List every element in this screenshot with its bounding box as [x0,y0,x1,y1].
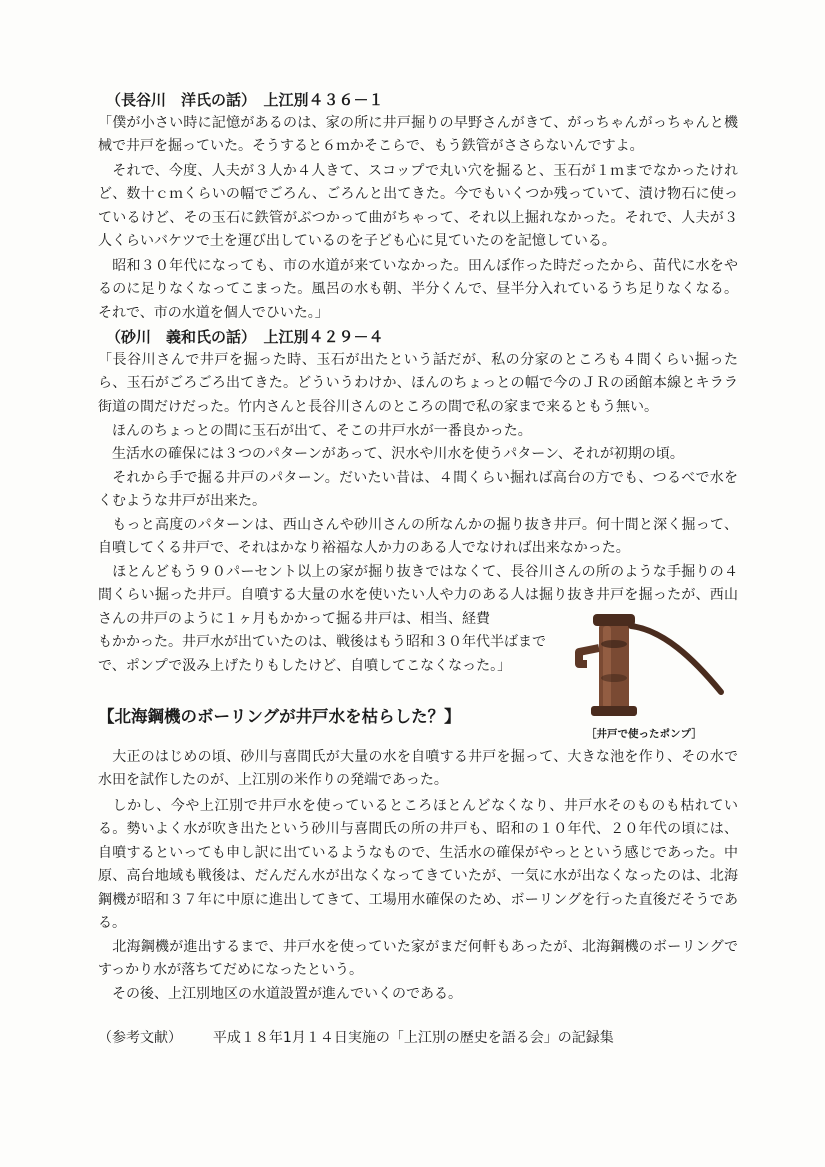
speaker2-heading: （砂川 義和氏の話） 上江別４２９－４ [106,328,384,346]
speaker2-paragraph-4: それから手で掘る井戸のパターン。だいたい昔は、４間くらい掘れば高台の方でも、つるべで水をくむような井戸が出来た。 [98,470,738,510]
speaker1-paragraph-2: それで、今度、人夫が３人か４人きて、スコップで丸い穴を掘ると、玉石が１ｍまでなかったけれど、数十ｃｍくらいの幅でごろん、ごろんと出てきた。今でもいくつか残っていて、漬け物石に使っているけど、その玉石に鉄管がぶつかって曲がちゃって、それ以上掘れなかった。それで、人夫が３人くらいバケツで土を運び出しているのを子ども心に見ていたのを記憶している。 [98,163,738,250]
speaker1-paragraph-3: 昭和３０年代になっても、市の水道が来ていなかった。田んぼ作った時だったから、苗代に水をやるのに足りなくなってこまった。風呂の水も朝、半分くんで、昼半分入れているうち足りなくなる。それで、市の水道を個人でひいた。」 [98,258,738,321]
section-title: 【北海鋼機のボーリングが井戸水を枯らした？】 [98,707,461,726]
section-paragraph-2: しかし、今や上江別で井戸水を使っているところほとんどなくなり、井戸水そのものも枯れている。勢いよく水が吹き出たという砂川与喜間氏の所の井戸も、昭和の１０年代、２０年代の頃には、自噴するといっても申し訳に出ているようなもので、生活水の確保がやっとという感じであった。中原、高台地域も戦後は、だんだん水が出なくなってきていたが、一気に水が出なくなったのは、北海鋼機が昭和３７年に中原に進出してきて、工場用水確保のため、ボーリングを行った直後だそうである。 [98,798,738,932]
speaker2-paragraph-2: ほんのちょっとの間に玉石が出て、そこの井戸水が一番良かった。 [98,423,532,439]
speaker2-paragraph-1: 「長谷川さんで井戸を掘った時、玉石が出たという話だが、私の分家のところも４間くらい掘ったら、玉石がごろごろ出てきた。どういうわけか、ほんのちょっとの幅で今のＪＲの函館本線とキララ街道の間だけだった。竹内さんと長谷川さんのところの間で私の家まで来るともう無い。 [98,352,738,415]
speaker2-paragraph-6: ほとんどもう９０パーセント以上の家が掘り抜きではなくて、長谷川さんの所のような手掘りの４間くらい掘った井戸。自噴する大量の水を使いたい人や力のある人は掘り抜き井戸を掘ったが、西山さんの井戸のように１ヶ月もかかって掘る井戸は、相当、経費 [98,564,738,627]
pump-photo-caption: ［井戸で使ったポンプ］ [586,728,702,740]
speaker2-paragraph-5: もっと高度のパターンは、西山さんや砂川さんの所なんかの掘り抜き井戸。何十間と深く掘って、自噴してくる井戸で、それはかなり裕福な人か力のある人でなければ出来なかった。 [98,517,738,557]
references-label: （参考文献） [98,1030,182,1046]
references [98,1027,614,1047]
section-paragraph-4: その後、上江別地区の水道設置が進んでいくのである。 [98,986,462,1002]
section-paragraph-3: 北海鋼機が進出するまで、井戸水を使っていた家がまだ何軒もあったが、北海鋼機のボーリングですっかり水が落ちてだめになったという。 [98,939,738,979]
references-text: 平成１８年1月１４日実施の「上江別の歴史を語る会」の記録集 [212,1030,614,1046]
speaker2-paragraph-3: 生活水の確保には３つのパターンがあって、沢水や川水を使うパターン、それが初期の頃。 [98,446,684,462]
speaker1-heading: （長谷川 洋氏の話） 上江別４３６－１ [106,91,384,109]
speaker2-paragraph-7: もかかった。井戸水が出ていたのは、戦後はもう昭和３０年代半ばまで [98,634,546,650]
speaker2-paragraph-8: で、ポンプで汲み上げたりもしたけど、自噴してこなくなった。」 [98,658,512,674]
water-pump-photo [573,608,735,720]
speaker1-paragraph-1: 「僕が小さい時に記憶があるのは、家の所に井戸掘りの早野さんがきて、がっちゃんがっちゃんと機械で井戸を掘っていた。そうすると６ｍかそこらで、もう鉄管がささらないんですよ。 [98,115,738,155]
section-paragraph-1: 大正のはじめの頃、砂川与喜間氏が大量の水を自噴する井戸を掘って、大きな池を作り、その水で水田を試作したのが、上江別の米作りの発端であった。 [98,749,738,789]
